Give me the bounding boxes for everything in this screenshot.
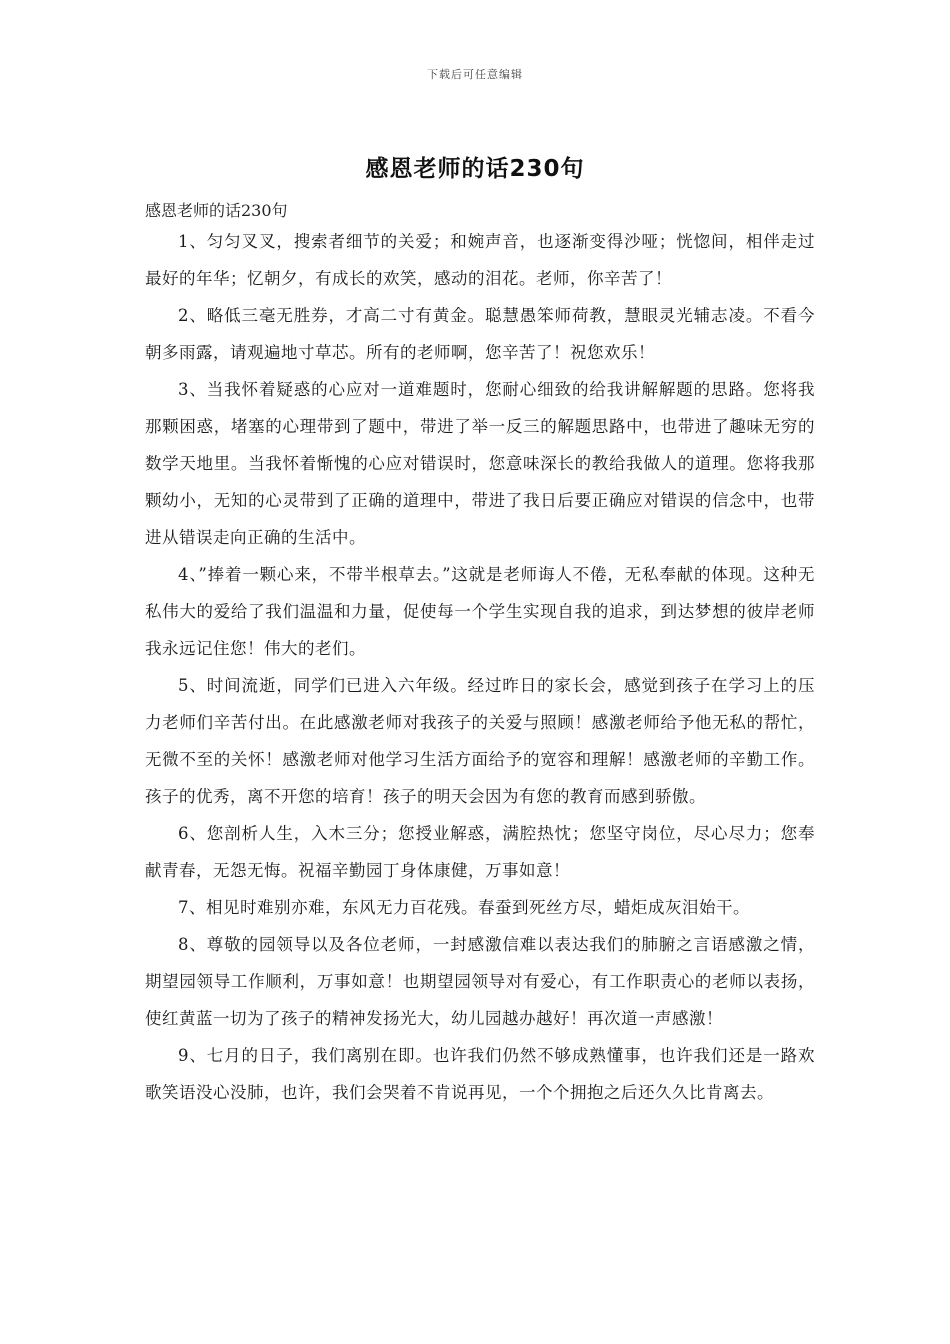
paragraph-2: 2、略低三毫无胜券，才高二寸有黄金。聪慧愚笨师荷教，慧眼灵光辅志凌。不看今朝多雨露，请观遍地寸草芯。所有的老师啊，您辛苦了！祝您欢乐！ bbox=[145, 306, 815, 362]
paragraph-8: 8、尊敬的园领导以及各位老师，一封感激信难以表达我们的肺腑之言语感激之情，期望园领导工作顺利，万事如意！也期望园领导对有爱心，有工作职责心的老师以表扬，使红黄蓝一切为了孩子的精神发扬光大，幼儿园越办越好！再次道一声感激！ bbox=[145, 935, 815, 1028]
paragraph-5: 5、时间流逝，同学们已进入六年级。经过昨日的家长会，感觉到孩子在学习上的压力老师们辛苦付出。在此感激老师对我孩子的关爱与照顾！感激老师给予他无私的帮忙，无微不至的关怀！感激老师对他学习生活方面给予的宽容和理解！感激老师的辛勤工作。孩子的优秀，离不开您的培育！孩子的明天会因为有您的教育而感到骄傲。 bbox=[145, 676, 815, 806]
header-note: 下载后可任意编辑 bbox=[427, 68, 523, 81]
paragraph-3: 3、当我怀着疑惑的心应对一道难题时，您耐心细致的给我讲解解题的思路。您将我那颗困惑，堵塞的心理带到了题中，带进了举一反三的解题思路中，也带进了趣味无穷的数学天地里。当我怀着惭愧的心应对错误时，您意味深长的教给我做人的道理。您将我那颗幼小，无知的心灵带到了正确的道理中，带进了我日后要正确应对错误的信念中，也带进从错误走向正确的生活中。 bbox=[145, 380, 815, 547]
paragraph-1: 1、匀匀叉叉，搜索者细节的关爱；和婉声音，也逐渐变得沙哑；恍惚间，相伴走过最好的年华；忆朝夕，有成长的欢笑，感动的泪花。老师，你辛苦了！ bbox=[145, 232, 815, 288]
document-title: 感恩老师的话230句 bbox=[365, 156, 585, 182]
paragraph-4: 4、”捧着一颗心来，不带半根草去。”这就是老师诲人不倦，无私奉献的体现。这种无私伟大的爱给了我们温温和力量，促使每一个学生实现自我的追求，到达梦想的彼岸老师我永远记住您！伟大的老们。 bbox=[145, 565, 815, 658]
paragraph-7: 7、相见时难别亦难，东风无力百花残。春蚕到死丝方尽，蜡炬成灰泪始干。 bbox=[178, 898, 750, 917]
document-body bbox=[145, 198, 815, 1111]
document-subtitle: 感恩老师的话230句 bbox=[145, 201, 288, 220]
paragraph-9: 9、七月的日子，我们离别在即。也许我们仍然不够成熟懂事，也许我们还是一路欢歌笑语没心没肺，也许，我们会哭着不肯说再见，一个个拥抱之后还久久比肯离去。 bbox=[145, 1046, 815, 1102]
paragraph-6: 6、您剖析人生，入木三分；您授业解惑，满腔热忱；您坚守岗位，尽心尽力；您奉献青春，无怨无悔。祝福辛勤园丁身体康健，万事如意！ bbox=[145, 824, 815, 880]
